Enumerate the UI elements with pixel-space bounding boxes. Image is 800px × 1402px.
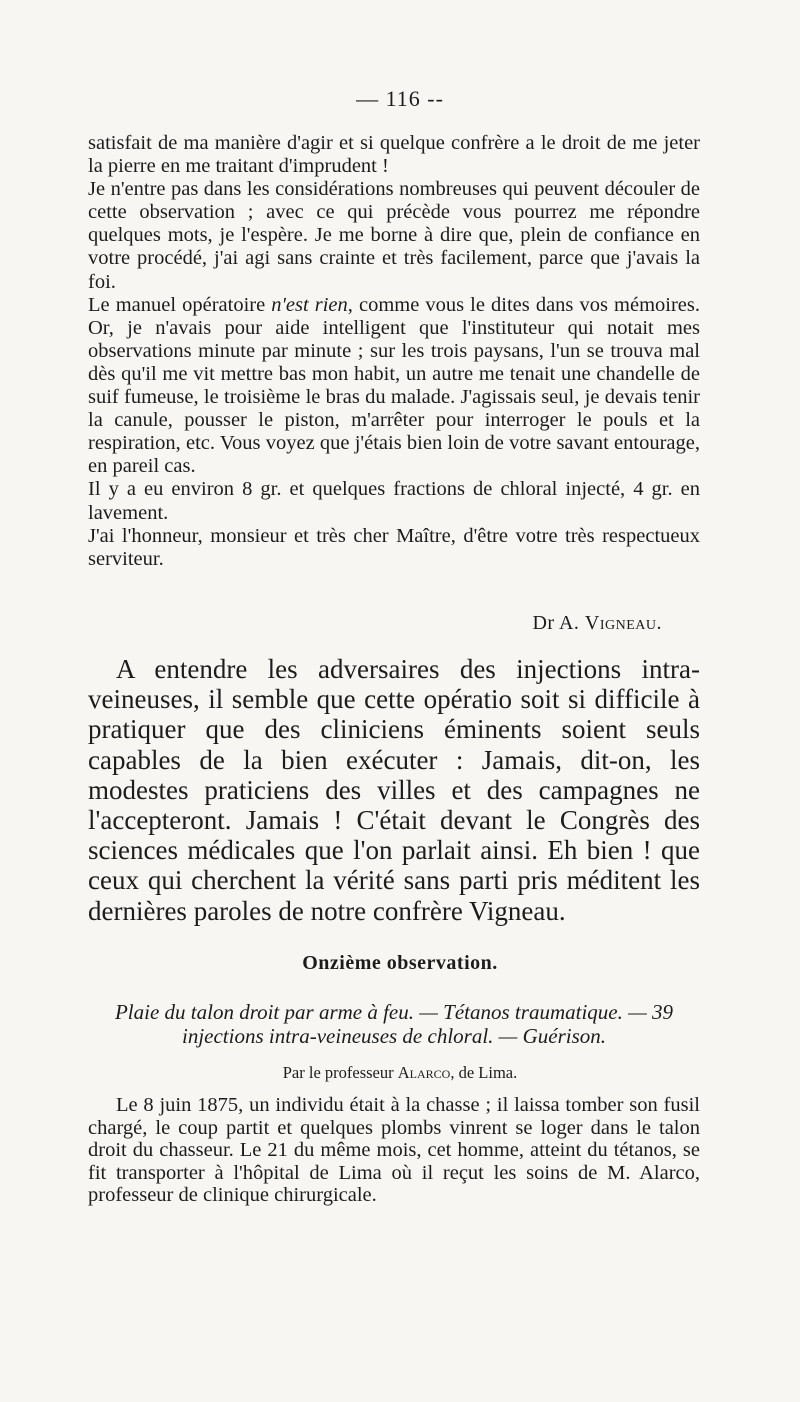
author-suffix: , de Lima. — [450, 1063, 518, 1082]
letter-paragraph — [88, 294, 700, 479]
case-author — [0, 1063, 800, 1083]
page-number: — 116 -- — [356, 86, 444, 111]
letter-paragraph: satisfait de ma manière d'agir et si quelque confrère a le droit de me jeter la pierre en me traitant d'imprudent ! — [88, 132, 700, 178]
author-name: Alarco — [397, 1063, 451, 1082]
letter-text-span: Le manuel opératoire — [88, 293, 266, 316]
section-title: Onzième observation. — [302, 952, 498, 974]
signature-prefix: Dr A. — [532, 612, 580, 634]
commentary-paragraph: A entendre les adversaires des injections intra-veineuses, il semble que cette opératio soit si difficile à pratiquer que des cliniciens éminents soient seuls capables de la bien exécuter : Jamais, dit-on, les modestes praticiens des villes et des campagnes ne l'accepteront. Jamais ! C'était devant le Congrès des sciences médicales que l'on parlait ainsi. Eh bien ! que ceux qui cherchent la vérité sans parti pris méditent les dernières paroles de notre confrère Vigneau. — [88, 654, 700, 926]
signature-name: Vigneau. — [584, 612, 662, 634]
letter-paragraph: Je n'entre pas dans les considérations nombreuses qui peuvent découler de cette observation ; avec ce qui précède vous pourrez me répondre quelques mots, je l'espère. Je me borne à dire que, plein de confiance en votre procédé, j'ai agi sans crainte et très facilement, parce que j'avais la foi. — [88, 178, 700, 293]
letter-italic-span: n'est rien — [271, 293, 348, 316]
letter-text-span: , comme vous le dites dans vos mémoires. Or, je n'avais pour aide intelligent que l'instituteur qui notait mes observations minute par minute ; sur les trois paysans, l'un se trouva mal dès qu'il me vit mettre bas mon habit, un autre me tenait une chandelle de suif fumeuse, le troisième le bras du malade. J'agissais seul, je devais tenir la canule, pousser le piston, m'arrêter pour interroger le pouls et la respiration, etc. Vous voyez que j'étais bien loin de votre savant entourage, en pareil cas. — [88, 293, 700, 478]
author-prefix: Par le professeur — [282, 1063, 394, 1082]
letter-paragraph: J'ai l'honneur, monsieur et très cher Maître, d'être votre très respectueux serviteur. — [88, 524, 700, 570]
letter-paragraph: Il y a eu environ 8 gr. et quelques fractions de chloral injecté, 4 gr. en lavement. — [88, 478, 700, 524]
letter-signature — [532, 612, 662, 635]
case-text: Le 8 juin 1875, un individu était à la chasse ; il laissa tomber son fusil chargé, le coup partit et quelques plombs vinrent se loger dans le talon droit du chasseur. Le 21 du même mois, cet homme, atteint du tétanos, se fit transporter à l'hôpital de Lima où il reçut les soins de M. Alarco, professeur de clinique chirurgicale. — [88, 1094, 700, 1207]
letter-text — [88, 132, 700, 571]
case-title: Plaie du talon droit par arme à feu. — Tétanos traumatique. — 39 injections intra-veineuses de chloral. — Guérison. — [114, 1000, 674, 1048]
